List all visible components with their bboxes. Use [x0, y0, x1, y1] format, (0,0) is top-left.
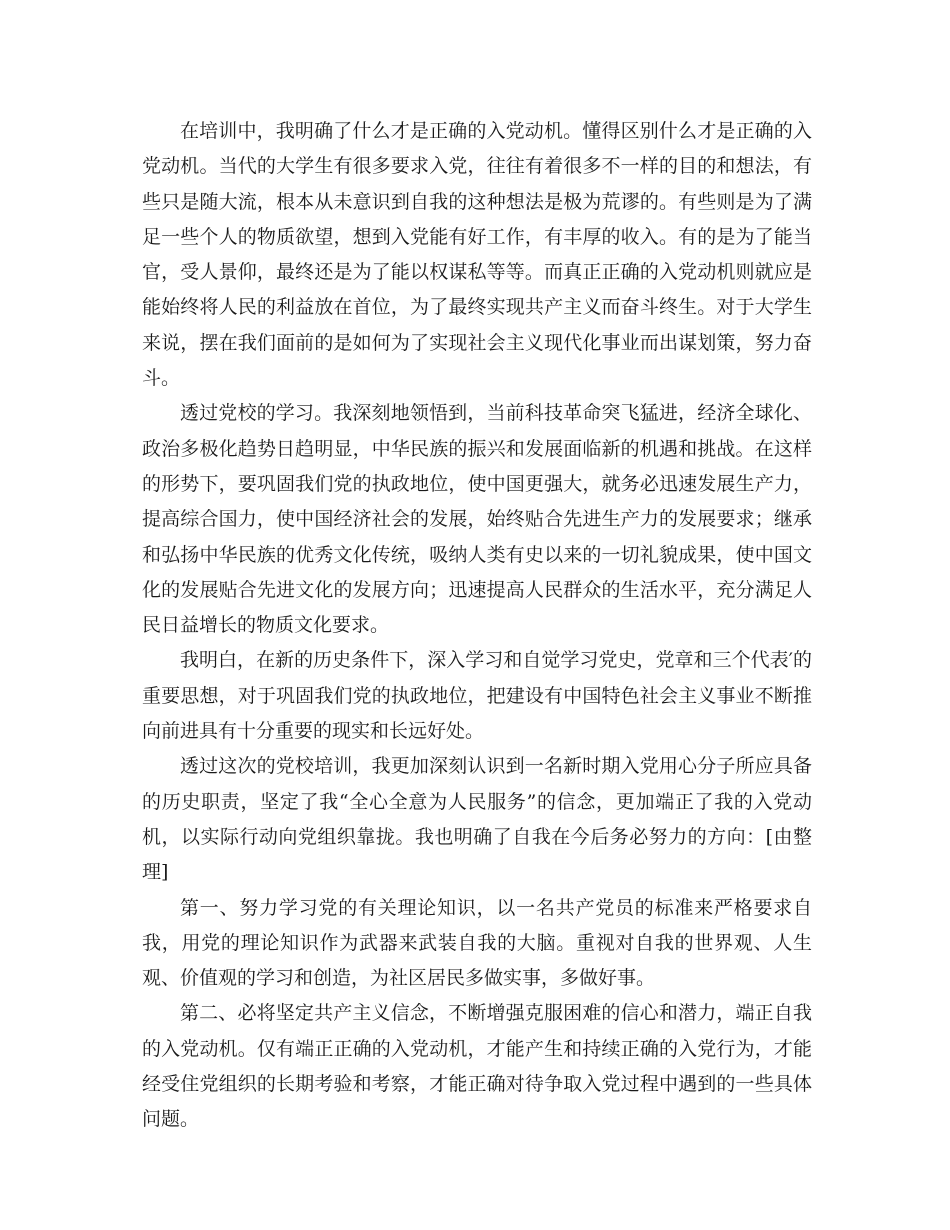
paragraph-3: 我明白，在新的历史条件下，深入学习和自觉学习党史，党章和三个代表′的重要思想，对于巩固我们党的执政地位，把建设有中国特色社会主义事业不断推向前进具有十分重要的现实和长远好处。	[142, 649, 812, 743]
paragraph-4: 透过这次的党校培训，我更加深刻认识到一名新时期入党用心分子所应具备的历史职责，坚定了我“全心全意为人民服务”的信念，更加端正了我的入党动机，以实际行动向党组织靠拢。我也明确了自我在今后务必努力的方向：[由整理]	[142, 755, 812, 884]
paragraph-1: 在培训中，我明确了什么才是正确的入党动机。懂得区别什么才是正确的入党动机。当代的大学生有很多要求入党，往往有着很多不一样的目的和想法，有些只是随大流，根本从未意识到自我的这种想法是极为荒谬的。有些则是为了满足一些个人的物质欲望，想到入党能有好工作，有丰厚的收入。有的是为了能当官，受人景仰，最终还是为了能以权谋私等等。而真正正确的入党动机则就应是能始终将人民的利益放在首位，为了最终实现共产主义而奋斗终生。对于大学生来说，摆在我们面前的是如何为了实现社会主义现代化事业而出谋划策，努力奋斗。	[142, 120, 812, 390]
paragraph-2: 透过党校的学习。我深刻地领悟到，当前科技革命突飞猛进，经济全球化、政治多极化趋势日趋明显，中华民族的振兴和发展面临新的机遇和挑战。在这样的形势下，要巩固我们党的执政地位，使中国更强大，就务必迅速发展生产力，提高综合国力，使中国经济社会的发展，始终贴合先进生产力的发展要求；继承和弘扬中华民族的优秀文化传统，吸纳人类有史以来的一切礼貌成果，使中国文化的发展贴合先进文化的发展方向；迅速提高人民群众的生活水平，充分满足人民日益增长的物质文化要求。	[142, 402, 812, 637]
paragraph-6: 第二、必将坚定共产主义信念，不断增强克服困难的信心和潜力，端正自我的入党动机。仅有端正正确的入党动机，才能产生和持续正确的入党行为，才能经受住党组织的长期考验和考察，才能正确对待争取入党过程中遇到的一些具体问题。	[142, 1002, 812, 1131]
paragraph-5: 第一、努力学习党的有关理论知识，以一名共产党员的标准来严格要求自我，用党的理论知识作为武器来武装自我的大脑。重视对自我的世界观、人生观、价值观的学习和创造，为社区居民多做实事，多做好事。	[142, 896, 812, 990]
document-body	[142, 114, 812, 1138]
